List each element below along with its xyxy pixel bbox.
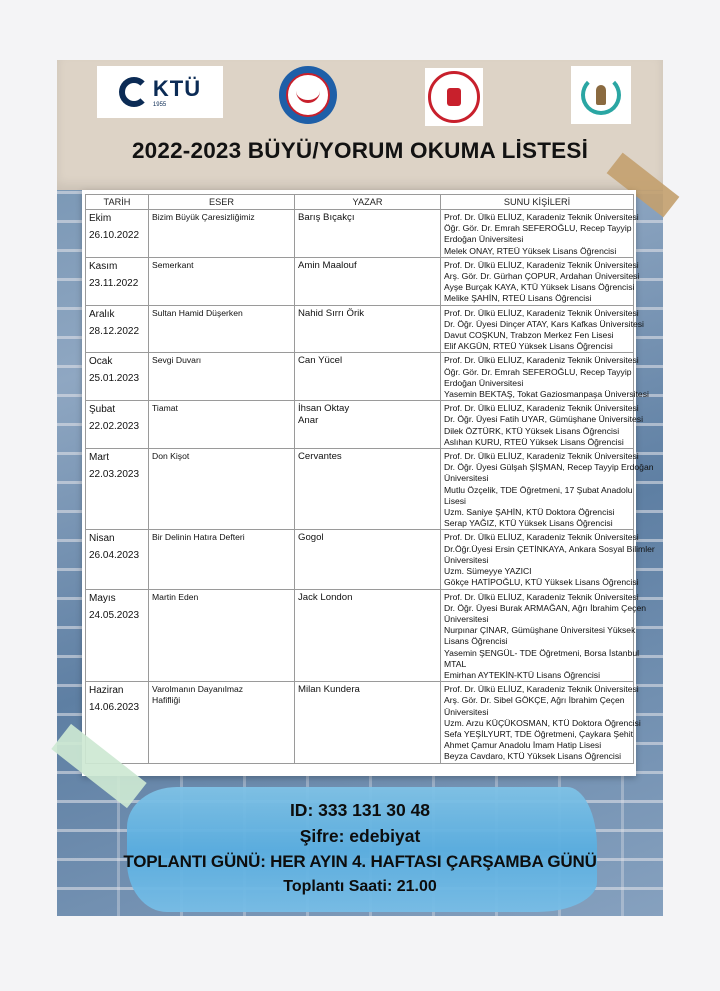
row-presenter-line: Ayşe Burçak KAYA, KTÜ Yüksek Lisans Öğrencisi xyxy=(444,282,635,293)
row-presenter-line: MTAL xyxy=(444,658,467,669)
row-book-cell xyxy=(149,682,295,764)
row-presenter-line: Prof. Dr. Ülkü ELİUZ, Karadeniz Teknik Üniversitesi xyxy=(444,355,639,366)
row-presenter-line: Ahmet Çamur Anadolu İmam Hatip Lisesi xyxy=(444,740,602,751)
row-date-cell xyxy=(86,210,149,258)
poster xyxy=(57,60,663,916)
row-book-cell xyxy=(149,257,295,305)
row-presenter-line: Elif AKGÜN, RTEÜ Yüksek Lisans Öğrencisi xyxy=(444,341,613,352)
row-book-cell xyxy=(149,589,295,682)
row-book-line: Bir Delinin Hatıra Defteri xyxy=(152,532,245,543)
table-row xyxy=(86,401,634,449)
tree-logo xyxy=(571,66,631,124)
row-book-line: Bizim Büyük Çaresizliğimiz xyxy=(152,212,255,222)
row-month: Haziran xyxy=(89,685,124,697)
row-book-line: Hafifliği xyxy=(152,695,181,706)
row-date: 14.06.2023 xyxy=(89,702,140,714)
row-presenter-line: Dr. Öğr. Üyesi Gülşah ŞİŞMAN, Recep Tayyip Erdoğan xyxy=(444,462,654,473)
table-header-row xyxy=(86,195,634,210)
row-author-line: Jack London xyxy=(298,591,353,603)
ministry-logo xyxy=(425,68,483,126)
tree-crescent-icon xyxy=(581,75,621,115)
ktu-mark-icon xyxy=(119,77,149,107)
row-presenter-line: Beyza Cavdaro, KTÜ Yüksek Lisans Öğrencisi xyxy=(444,751,622,762)
row-author-cell xyxy=(295,353,441,401)
row-author-cell xyxy=(295,682,441,764)
row-presenter-line: Uzm. Sümeyye YAZICI xyxy=(444,566,532,577)
row-presenter-line: Dr. Öğr. Üyesi Burak ARMAĞAN, Ağrı İbrahim Çeçen xyxy=(444,602,647,613)
row-presenter-line: Yasemin ŞENGÜL- TDE Öğretmeni, Borsa İstanbul xyxy=(444,647,640,658)
row-date: 28.12.2022 xyxy=(89,325,140,337)
row-book-line: Sultan Hamid Düşerken xyxy=(152,307,243,318)
row-presenter-cell xyxy=(441,682,641,764)
row-author-line: Cervantes xyxy=(298,451,342,463)
header-presenters: SUNU KİŞİLERİ xyxy=(441,195,634,210)
row-presenter-cell xyxy=(441,449,654,530)
row-presenter-cell xyxy=(441,353,649,401)
row-presenter-line: Gökçe HATİPOĞLU, KTÜ Yüksek Lisans Öğrencisi xyxy=(444,577,639,588)
row-date: 23.11.2022 xyxy=(89,277,139,289)
row-author-line: İhsan Oktay xyxy=(298,403,350,415)
row-presenter-line: Arş. Gör. Dr. Sibel GÖKÇE, Ağrı İbrahim Çeçen xyxy=(444,695,625,706)
row-date-cell xyxy=(86,589,149,682)
row-presenter-line: Dilek ÖZTÜRK, KTÜ Yüksek Lisans Öğrencisi xyxy=(444,425,620,436)
row-presenter-cell xyxy=(441,530,655,589)
row-presenter-line: Prof. Dr. Ülkü ELİUZ, Karadeniz Teknik Üniversitesi xyxy=(444,451,639,462)
row-date-cell xyxy=(86,257,149,305)
row-presenter-line: Arş. Gör. Dr. Gürhan ÇOPUR, Ardahan Üniversitesi xyxy=(444,271,640,282)
row-presenter-line: Sefa YEŞİLYURT, TDE Öğretmeni, Çaykara Şehit xyxy=(444,728,633,739)
reading-list-card xyxy=(82,190,655,776)
row-presenter-line: Mutlu Özçelik, TDE Öğretmeni, 17 Şubat Anadolu xyxy=(444,484,633,495)
row-date: 22.03.2023 xyxy=(89,469,140,481)
table-row xyxy=(86,353,634,401)
row-presenter-line: Erdoğan Üniversitesi xyxy=(444,377,524,388)
row-presenter-line: Prof. Dr. Ülkü ELİUZ, Karadeniz Teknik Üniversitesi xyxy=(444,532,639,543)
row-presenter-line: Aslıhan KURU, RTEÜ Yüksek Lisans Öğrencisi xyxy=(444,436,624,447)
row-date-cell xyxy=(86,353,149,401)
table-row xyxy=(86,257,634,305)
row-presenter-cell xyxy=(441,257,640,305)
row-book-cell xyxy=(149,401,295,449)
row-month: Şubat xyxy=(89,404,116,416)
row-presenter-line: Yasemin BEKTAŞ, Tokat Gaziosmanpaşa Üniversitesi xyxy=(444,389,649,400)
table-row xyxy=(86,682,634,764)
row-book-cell xyxy=(149,353,295,401)
row-book-line: Semerkant xyxy=(152,259,194,270)
row-book-cell xyxy=(149,530,295,589)
row-presenter-line: Nurpınar ÇINAR, Gümüşhane Üniversitesi Yüksek xyxy=(444,625,636,636)
row-author-line: Gogol xyxy=(298,532,324,544)
header-paper xyxy=(57,60,663,190)
row-month: Mayıs xyxy=(89,592,116,604)
row-presenter-line: Üniversitesi xyxy=(444,473,489,484)
meeting-password: Şifre: edebiyat xyxy=(299,826,421,846)
table-row xyxy=(86,449,634,530)
row-presenter-cell xyxy=(441,401,643,449)
row-date: 24.05.2023 xyxy=(89,609,140,621)
row-author-cell xyxy=(295,257,441,305)
row-author-cell xyxy=(295,449,441,530)
row-date: 26.10.2022 xyxy=(89,230,140,241)
row-presenter-line: Öğr. Gör. Dr. Emrah SEFEROĞLU, Recep Tayyip xyxy=(444,223,632,234)
row-book-line: Don Kişot xyxy=(152,451,190,462)
table-row xyxy=(86,210,634,258)
meeting-day: TOPLANTI GÜNÜ: HER AYIN 4. HAFTASI ÇARŞAMBA GÜNÜ xyxy=(123,852,597,871)
header-author: YAZAR xyxy=(295,195,441,210)
row-author-cell xyxy=(295,589,441,682)
row-presenter-line: Üniversitesi xyxy=(444,613,489,624)
row-presenter-line: Melike ŞAHİN, RTEÜ Lisans Öğrencisi xyxy=(444,293,592,304)
row-date: 22.02.2023 xyxy=(89,421,140,433)
row-presenter-line: Prof. Dr. Ülkü ELİUZ, Karadeniz Teknik Üniversitesi xyxy=(444,307,639,318)
page-title: 2022-2023 BÜYÜ/YORUM OKUMA LİSTESİ xyxy=(131,138,589,163)
row-author-cell xyxy=(295,305,441,353)
ktu-logo xyxy=(97,66,223,118)
row-presenter-line: Prof. Dr. Ülkü ELİUZ, Karadeniz Teknik Üniversitesi xyxy=(444,684,639,695)
row-month: Kasım xyxy=(89,260,118,272)
row-presenter-line: Prof. Dr. Ülkü ELİUZ, Karadeniz Teknik Üniversitesi xyxy=(444,212,639,222)
row-presenter-line: Üniversitesi xyxy=(444,706,489,717)
row-date-cell xyxy=(86,530,149,589)
row-author-cell xyxy=(295,210,441,258)
table-row xyxy=(86,530,634,589)
row-presenter-cell xyxy=(441,305,644,353)
municipality-emblem-icon xyxy=(286,73,330,117)
row-presenter-line: Emirhan AYTEKİN-KTÜ Lisans Öğrencisi xyxy=(444,669,601,680)
row-presenter-line: Uzm. Arzu KÜÇÜKOSMAN, KTÜ Doktora Öğrencisi xyxy=(444,717,641,728)
row-presenter-line: Erdoğan Üniversitesi xyxy=(444,234,524,245)
row-book-line: Tiamat xyxy=(152,403,178,414)
row-author-cell xyxy=(295,401,441,449)
municipality-logo xyxy=(279,66,337,124)
row-presenter-line: Prof. Dr. Ülkü ELİUZ, Karadeniz Teknik Üniversitesi xyxy=(444,403,639,414)
row-author-line: Nahid Sırrı Örik xyxy=(298,307,365,319)
row-book-line: Varolmanın Dayanılmaz xyxy=(152,684,244,695)
row-author-cell xyxy=(295,530,441,589)
row-book-cell xyxy=(149,449,295,530)
ministry-seal-icon xyxy=(428,71,480,123)
row-month: Ekim xyxy=(89,213,112,224)
row-date-cell xyxy=(86,305,149,353)
row-author-line: Milan Kundera xyxy=(298,684,360,696)
row-presenter-line: Öğr. Gör. Dr. Emrah SEFEROĞLU, Recep Tayyip xyxy=(444,366,632,377)
row-book-line: Sevgi Duvarı xyxy=(152,355,202,366)
table-row xyxy=(86,305,634,353)
meeting-id: ID: 333 131 30 48 xyxy=(289,800,431,820)
row-presenter-cell xyxy=(441,589,647,682)
row-presenter-line: Lisans Öğrencisi xyxy=(444,636,508,647)
table-row xyxy=(86,589,634,682)
row-presenter-cell xyxy=(441,210,639,258)
row-month: Aralık xyxy=(89,308,115,320)
row-presenter-line: Dr. Öğr. Üyesi Fatih UYAR, Gümüşhane Üniversitesi xyxy=(444,414,643,425)
header-date: TARİH xyxy=(86,195,149,210)
row-presenter-line: Üniversitesi xyxy=(444,554,489,565)
row-presenter-line: Lisesi xyxy=(444,495,466,506)
row-author-line: Barış Bıçakçı xyxy=(298,212,355,223)
ktu-logo-text: KTÜ xyxy=(152,76,202,101)
row-presenter-line: Dr. Öğr. Üyesi Dinçer ATAY, Kars Kafkas Üniversitesi xyxy=(444,318,644,329)
row-date-cell xyxy=(86,401,149,449)
reading-list-table xyxy=(85,194,655,764)
row-month: Ocak xyxy=(89,356,113,368)
row-presenter-line: Serap YAĞIZ, KTÜ Yüksek Lisans Öğrencisi xyxy=(444,518,613,529)
row-author-line: Anar xyxy=(298,415,319,427)
row-date: 25.01.2023 xyxy=(89,373,140,385)
row-presenter-line: Dr.Öğr.Üyesi Ersin ÇETİNKAYA, Ankara Sosyal Bilimler xyxy=(444,543,655,554)
row-month: Mart xyxy=(89,452,109,464)
row-presenter-line: Uzm. Saniye ŞAHİN, KTÜ Doktora Öğrencisi xyxy=(444,507,615,518)
row-presenter-line: Davut COŞKUN, Trabzon Merkez Fen Lisesi xyxy=(444,330,614,341)
row-presenter-line: Prof. Dr. Ülkü ELİUZ, Karadeniz Teknik Üniversitesi xyxy=(444,591,639,602)
row-presenter-line: Melek ONAY, RTEÜ Yüksek Lisans Öğrencisi xyxy=(444,245,617,256)
row-date: 26.04.2023 xyxy=(89,550,140,562)
row-author-line: Amin Maalouf xyxy=(298,259,357,271)
row-date-cell xyxy=(86,449,149,530)
row-book-cell xyxy=(149,305,295,353)
row-month: Nisan xyxy=(89,533,115,545)
row-book-line: Martin Eden xyxy=(152,591,199,602)
meeting-time: Toplantı Saati: 21.00 xyxy=(283,878,437,895)
row-presenter-line: Prof. Dr. Ülkü ELİUZ, Karadeniz Teknik Üniversitesi xyxy=(444,259,639,270)
row-book-cell xyxy=(149,210,295,258)
ktu-logo-year: 1955 xyxy=(152,102,167,108)
row-author-line: Can Yücel xyxy=(298,355,343,367)
header-book: ESER xyxy=(149,195,295,210)
